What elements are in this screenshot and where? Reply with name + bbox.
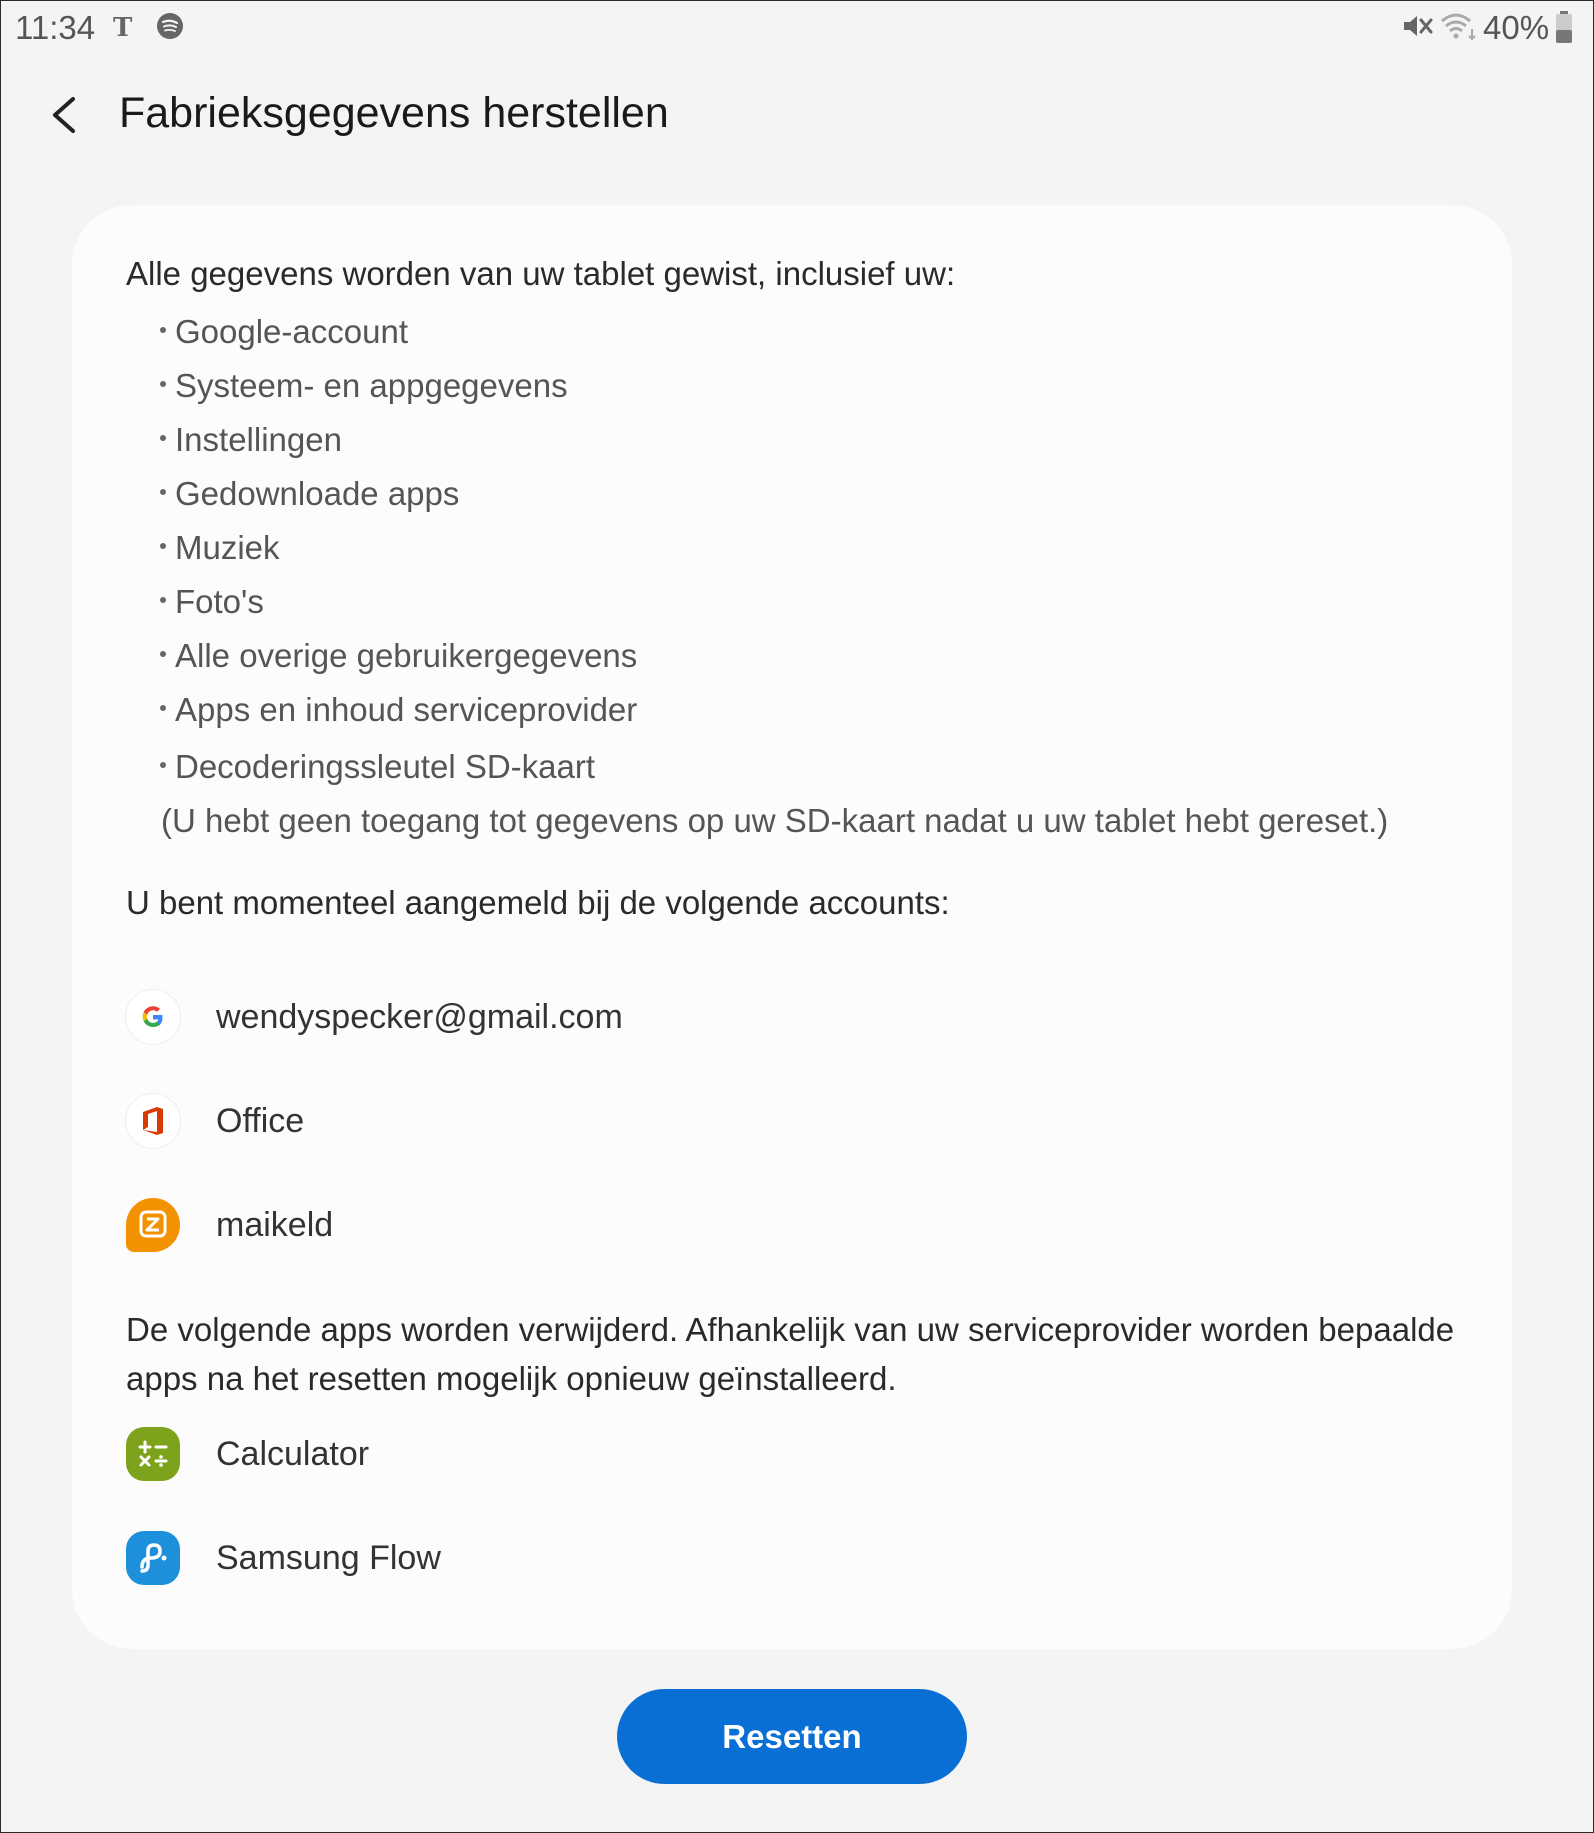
list-item bbox=[160, 691, 637, 729]
office-icon bbox=[126, 1094, 180, 1148]
list-item bbox=[160, 637, 637, 675]
status-time: 11:34 bbox=[15, 9, 96, 46]
bullet-dot bbox=[160, 762, 166, 768]
chevron-left-icon bbox=[37, 83, 93, 147]
list-item bbox=[160, 583, 264, 621]
back-button[interactable] bbox=[37, 83, 93, 147]
list-item bbox=[160, 421, 342, 459]
bullet-dot bbox=[160, 705, 166, 711]
spotify-icon bbox=[155, 11, 185, 41]
accounts-heading: U bent momenteel aangemeld bij de volgende accounts: bbox=[126, 884, 950, 921]
bullet-dot bbox=[160, 327, 166, 333]
sd-card-note: (U hebt geen toegang tot gegevens op uw SD-kaart nadat u uw tablet hebt gereset.) bbox=[161, 802, 1389, 839]
account-row-ziggo bbox=[126, 1197, 333, 1253]
bullet-dot bbox=[160, 381, 166, 387]
page-title: Fabrieksgegevens herstellen bbox=[119, 89, 669, 137]
account-label: wendyspecker@gmail.com bbox=[216, 997, 623, 1036]
battery-icon bbox=[1554, 10, 1574, 44]
list-item-label: Muziek bbox=[175, 529, 280, 566]
app-row-samsung-flow bbox=[126, 1530, 441, 1586]
list-item bbox=[160, 529, 280, 567]
nyt-icon bbox=[111, 11, 141, 41]
app-label: Calculator bbox=[216, 1434, 370, 1473]
samsung-flow-icon bbox=[126, 1531, 180, 1585]
bullet-dot bbox=[160, 435, 166, 441]
bullet-dot bbox=[160, 651, 166, 657]
account-label: Office bbox=[216, 1101, 305, 1140]
account-row-office bbox=[126, 1093, 304, 1149]
bullet-dot bbox=[160, 489, 166, 495]
list-item-label: Systeem- en appgegevens bbox=[175, 367, 568, 404]
list-item-label: Decoderingssleutel SD-kaart bbox=[175, 748, 596, 785]
reset-button[interactable]: Resetten bbox=[617, 1689, 967, 1784]
list-item-label: Google-account bbox=[175, 313, 408, 350]
status-bar bbox=[1, 1, 1593, 53]
ziggo-icon bbox=[126, 1198, 180, 1252]
list-item bbox=[160, 748, 595, 786]
list-item-label: Foto's bbox=[175, 583, 264, 620]
list-item-label: Apps en inhoud serviceprovider bbox=[175, 691, 638, 728]
account-label: maikeld bbox=[216, 1205, 334, 1244]
list-item-label: Alle overige gebruikergegevens bbox=[175, 637, 638, 674]
app-label: Samsung Flow bbox=[216, 1538, 441, 1577]
apps-heading: De volgende apps worden verwijderd. Afhankelijk van uw serviceprovider worden bepaalde apps na het resetten mogelijk opnieuw geïnstalleerd. bbox=[126, 1311, 1455, 1397]
calculator-icon bbox=[126, 1427, 180, 1481]
google-icon bbox=[126, 990, 180, 1044]
list-item bbox=[160, 475, 459, 513]
app-row-calculator bbox=[126, 1426, 369, 1482]
bullet-dot bbox=[160, 543, 166, 549]
intro-text: Alle gegevens worden van uw tablet gewist, inclusief uw: bbox=[126, 255, 956, 292]
list-item-label: Instellingen bbox=[175, 421, 342, 458]
mute-icon bbox=[1401, 11, 1433, 41]
battery-percentage: 40% bbox=[1483, 9, 1550, 46]
info-card bbox=[72, 205, 1512, 1649]
bullet-dot bbox=[160, 597, 166, 603]
list-item-label: Gedownloade apps bbox=[175, 475, 460, 512]
wifi-icon bbox=[1438, 11, 1478, 41]
account-row-google bbox=[126, 989, 623, 1045]
list-item bbox=[160, 313, 408, 351]
list-item bbox=[160, 367, 568, 405]
svg-text:T: T bbox=[113, 13, 133, 41]
